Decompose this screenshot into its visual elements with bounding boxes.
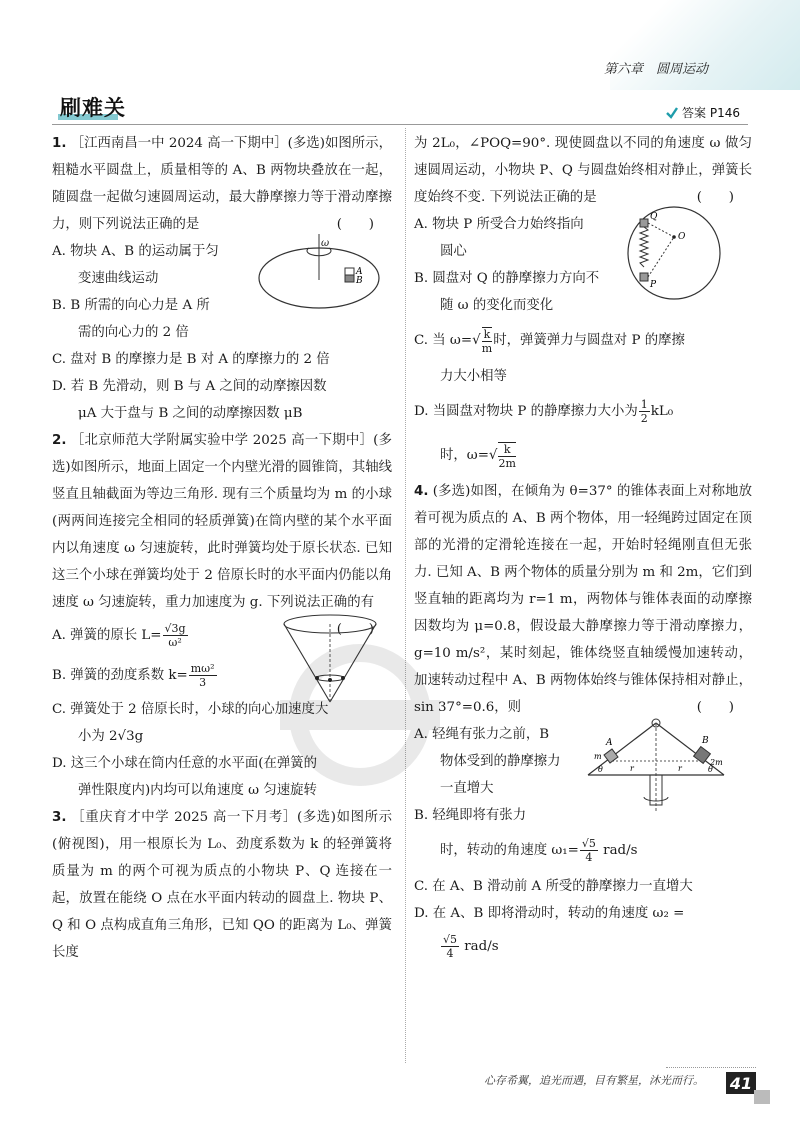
option-a-cont: 圆心 bbox=[440, 244, 467, 259]
option-a-cont: 物体受到的静摩擦力 bbox=[440, 754, 561, 769]
option-a-cont: 变速曲线运动 bbox=[78, 271, 159, 286]
option-a-cont2: 一直增大 bbox=[440, 781, 494, 796]
page-number-deco bbox=[754, 1090, 770, 1104]
cone-figure bbox=[280, 612, 380, 704]
option-d: D. 当圆盘对物块 P 的静摩擦力大小为 $\frac{1}{2}$ kL₀ bbox=[414, 398, 674, 425]
option-b: B. 弹簧的劲度系数 k= $\frac{\text{mω²}}{3}$ bbox=[52, 662, 215, 689]
question-1 bbox=[52, 130, 392, 427]
option-b: B. B 所需的向心力是 A 所 bbox=[52, 298, 210, 313]
option-c-cont: 力大小相等 bbox=[440, 369, 507, 384]
answer-blank: ( ) bbox=[336, 622, 374, 637]
b-label: B bbox=[702, 736, 709, 746]
p-label: P bbox=[650, 280, 657, 290]
option-d: D. 若 B 先滑动，则 B 与 A 之间的动摩擦因数 bbox=[52, 379, 327, 394]
option-c: C. 当 ω=√ $\frac{k}{m}$ 时，弹簧弹力与圆盘对 P 的摩擦 bbox=[414, 327, 685, 355]
question-3 bbox=[52, 804, 392, 966]
option-a: A. 物块 P 所受合力始终指向 bbox=[414, 217, 584, 232]
question-stem: (多选)如图，在倾角为 θ=37° 的锥体表面上对称地放着可视为质点的 A、B 两个物体，用一轻绳跨过固定在顶部的光滑的定滑轮连接在一起，开始时轻绳刚直但无张力. 已知 A、B 两个物体的质量分别为 m 和 2m，它们到竖直轴的距离均为 r=1 m，两物体与锥体表面的动摩擦因数均为 μ=0.8，假设最大静摩擦力等于滑动摩擦力，g=10 m/s²，某时刻起，锥体绕竖直轴缓慢加速转动，加速转动过程中 A、B 两物体始终与锥体保持相对静止，sin 37°=0.6，则 bbox=[414, 484, 752, 715]
option-d-cont: μA 大于盘与 B 之间的动摩擦因数 μB bbox=[78, 406, 303, 421]
option-d: D. 这三个小球在筒内任意的水平面(在弹簧的 bbox=[52, 756, 318, 771]
question-number: 2. bbox=[52, 433, 67, 448]
option-b: B. 圆盘对 Q 的静摩擦力方向不 bbox=[414, 271, 600, 286]
option-b: B. 轻绳即将有张力 bbox=[414, 808, 527, 823]
question-3-stem-cont: 为 2L₀，∠POQ=90°. 现使圆盘以不同的角速度 ω 做匀速圆周运动，小物块 P、Q 与圆盘始终相对静止，弹簧长度始终不变. 下列说法正确的是 bbox=[414, 136, 752, 205]
question-number: 4. bbox=[414, 484, 429, 499]
block-b-label: B bbox=[356, 276, 363, 286]
question-stem: ［北京师范大学附属实验中学 2025 高一下期中］(多选)如图所示，地面上固定一个内壁光滑的圆锥筒，其轴线竖直且轴截面为等边三角形. 现有三个质量均为 m 的小球(两两间连接完全相同的轻质弹簧)在筒内壁的某个水平面内以角速度 ω 匀速旋转，此时弹簧均处于原长状态. 已知这三个小球在弹簧均处于 2 倍原长时的水平面内仍能以角速度 ω 匀速旋转，重力加速度为 g. 下列说法正确的有 bbox=[52, 433, 392, 610]
o-label: O bbox=[678, 232, 686, 242]
right-column bbox=[414, 130, 752, 967]
page-number: 41 bbox=[726, 1072, 756, 1094]
option-c: C. 弹簧处于 2 倍原长时，小球的向心加速度大 bbox=[52, 702, 329, 717]
a-label: A bbox=[606, 738, 613, 748]
option-b-cont: 时，转动的角速度 ω₁= $\frac{√5}{4}$ rad/s bbox=[440, 837, 638, 864]
footer-motto: 心存希翼，追光而遇，目有繁星，沐光而行。 bbox=[484, 1074, 704, 1087]
option-c-cont: 小为 2√3g bbox=[78, 729, 144, 744]
answer-blank: ( ) bbox=[696, 700, 734, 715]
theta-label-right: θ bbox=[708, 765, 713, 774]
option-d-cont: $\frac{√5}{4}$ rad/s bbox=[443, 933, 499, 960]
answer-blank: ( ) bbox=[336, 217, 374, 232]
question-2 bbox=[52, 427, 392, 804]
question-number: 1. bbox=[52, 136, 67, 151]
q-label: Q bbox=[650, 212, 658, 222]
column-separator bbox=[405, 128, 406, 1063]
check-icon bbox=[666, 107, 678, 119]
block-a-label: A bbox=[356, 267, 363, 277]
header-rule bbox=[52, 124, 748, 125]
option-c: C. 盘对 B 的摩擦力是 B 对 A 的摩擦力的 2 倍 bbox=[52, 352, 330, 367]
left-column bbox=[52, 130, 392, 966]
option-d: D. 在 A、B 即将滑动时，转动的角速度 ω₂ = bbox=[414, 906, 685, 921]
footer-dots bbox=[666, 1067, 756, 1068]
question-stem: ［重庆育才中学 2025 高一下月考］(多选)如图所示(俯视图)，用一根原长为 L₀、劲度系数为 k 的轻弹簧将质量为 m 的两个可视为质点的小物块 P、Q 连接在一起，放置在能绕 O 点在水平面内转动的圆盘上. 物块 P、Q 和 O 点构成直角三角形，已知 QO 的距离为 L₀、弹簧长度 bbox=[52, 810, 392, 960]
answer-blank: ( ) bbox=[696, 190, 734, 205]
option-a: A. 物块 A、B 的运动属于匀 bbox=[52, 244, 219, 259]
option-c: C. 在 A、B 滑动前 A 所受的静摩擦力一直增大 bbox=[414, 879, 693, 894]
cone-pulley-figure bbox=[584, 715, 729, 820]
disk-spring-figure bbox=[626, 205, 722, 301]
option-a: A. 弹簧的原长 L= $\frac{√3g}{\text{ω²}}$ bbox=[52, 622, 186, 649]
m-label: m bbox=[594, 752, 602, 761]
answer-reference-text: 答案 P146 bbox=[682, 106, 740, 120]
r-label-left: r bbox=[630, 764, 634, 773]
chapter-header: 第六章 圆周运动 bbox=[603, 62, 708, 77]
r-label-right: r bbox=[678, 764, 682, 773]
omega-label: ω bbox=[321, 238, 330, 249]
option-d-cont: 弹性限度内)内均可以角速度 ω 匀速旋转 bbox=[78, 783, 317, 798]
option-b-cont: 需的向心力的 2 倍 bbox=[78, 325, 189, 340]
option-b-cont: 随 ω 的变化而变化 bbox=[440, 298, 554, 313]
question-number: 3. bbox=[52, 810, 67, 825]
section-title: 刷难关 bbox=[60, 96, 126, 120]
option-d-cont: 时，ω=√ $\frac{k}{2m}$ bbox=[440, 442, 516, 470]
theta-label-left: θ bbox=[598, 765, 603, 774]
answer-reference bbox=[666, 104, 740, 121]
question-stem: ［江西南昌一中 2024 高一下期中］(多选)如图所示，粗糙水平圆盘上，质量相等的 A、B 两物块叠放在一起，随圆盘一起做匀速圆周运动，最大静摩擦力等于滑动摩擦力，则下列说法正确的是 bbox=[52, 136, 392, 232]
question-4 bbox=[414, 478, 752, 967]
rotating-disk-figure bbox=[257, 232, 382, 317]
2m-label: 2m bbox=[710, 758, 723, 767]
option-a: A. 轻绳有张力之前，B bbox=[414, 727, 550, 742]
